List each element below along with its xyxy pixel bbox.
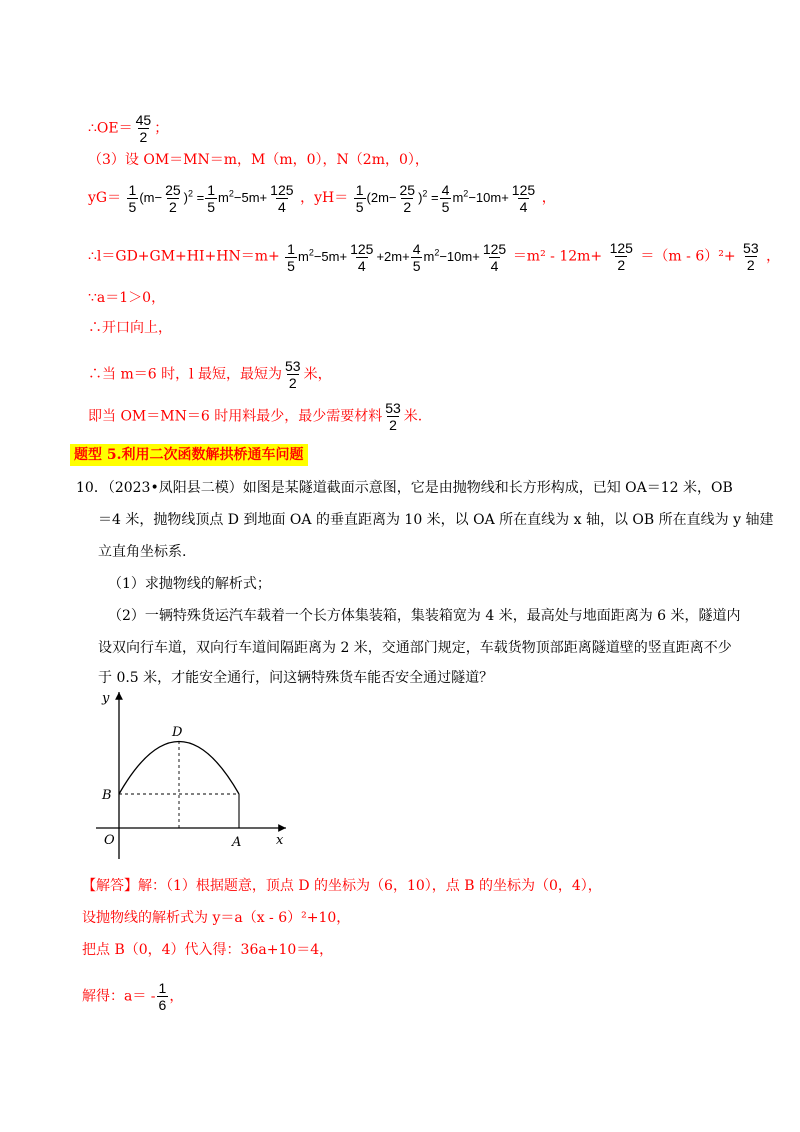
l-prefix: ∴l＝GD+GM+HI+HN＝m+	[88, 248, 280, 265]
oe-fraction: $\frac{45}{2}$	[135, 112, 152, 145]
label-d: D	[172, 725, 183, 740]
oe-line	[88, 112, 168, 145]
yg-label: yG＝	[88, 189, 122, 206]
yh-expression: $\frac{1}{5}$ (2m− $\frac{25}{2}$ )$^2$ = $\frac{4}{5}$ $m^2-10m+$ $\frac{125}{4}$	[355, 182, 536, 215]
l-expression: $\frac{1}{5}$ $m^2-5m+$ $\frac{125}{4}$ +2m+ $\frac{4}{5}$ $m^2-10m+$ $\frac{125}{4}$	[287, 240, 507, 274]
a-positive-line: ∵a＝1＞0，	[88, 290, 166, 306]
l-fraction-1: $\frac{125}{2}$	[609, 240, 633, 273]
question-2-line-1: （2）一辆特殊货运汽车载着一个长方体集装箱，集装箱宽为 4 米，最高处与地面距离为 6 米，隧道内	[108, 608, 741, 624]
oe-prefix: ∴OE＝	[88, 120, 133, 137]
answer-line-1: 【解答】解：（1）根据题意，顶点 D 的坐标为（6，10），点 B 的坐标为（0，4），	[82, 878, 602, 894]
problem-line-3: 立直角坐标系.	[98, 544, 187, 560]
answer-tag: 【解答】	[82, 878, 138, 894]
part3-line: （3）设 OM＝MN＝m，M（m，0），N（2m，0），	[88, 152, 429, 168]
problem-line-2: ＝4 米，抛物线顶点 D 到地面 OA 的垂直距离为 10 米，以 OA 所在直线为 x 轴，以 OB 所在直线为 y 轴建	[98, 512, 774, 528]
l-end: ，	[766, 248, 781, 265]
least-fraction: $\frac{53}{2}$	[385, 400, 401, 433]
answer-line-2: 设抛物线的解析式为 y＝a（x ‑ 6）²+10，	[82, 910, 351, 926]
answer-line-4: 解得：a＝ ‑ $\frac{1}{6}$ ，	[82, 980, 184, 1013]
question-2-line-2: 设双向行车道，双向行车道间隔距离为 2 米，交通部门规定，车载货物顶部距离隧道壁的竖直距离不少	[98, 640, 732, 656]
l-line	[88, 240, 780, 274]
answer-line-3: 把点 B（0，4）代入得：36a+10＝4，	[82, 942, 334, 958]
label-b: B	[102, 788, 112, 803]
label-o: O	[104, 833, 115, 848]
opens-up-line: ∴开口向上，	[88, 320, 172, 336]
answer-fraction: $\frac{1}{6}$	[158, 980, 167, 1013]
l-eq: ＝（m ‑ 6）²+	[640, 248, 736, 265]
tunnel-diagram	[86, 684, 306, 864]
yg-yh-end: ，	[541, 189, 556, 206]
l-mid: ＝m² ‑ 12m+	[512, 248, 603, 265]
label-a: A	[232, 835, 242, 850]
section-heading: 题型 5.利用二次函数解拱桥通车问题	[70, 444, 308, 466]
yg-expression: $\frac{1}{5}$ (m− $\frac{25}{2}$ )$^2$ = $\frac{1}{5}$ $m^2-5m+$ $\frac{125}{4}$	[128, 182, 294, 215]
min-line: ∴当 m＝6 时，l 最短，最短为 $\frac{53}{2}$ 米，	[88, 358, 332, 391]
oe-suffix: ；	[154, 120, 169, 137]
min-fraction: $\frac{53}{2}$	[285, 358, 301, 391]
least-line: 即当 OM＝MN＝6 时用料最少，最少需要材料 $\frac{53}{2}$ 米.	[88, 400, 423, 433]
l-fraction-2: $\frac{53}{2}$	[743, 240, 759, 273]
question-2-line-3: 于 0.5 米，才能安全通行，问这辆特殊货车能否安全通过隧道？	[98, 670, 494, 686]
label-x: x	[276, 833, 284, 848]
problem-line-1: 10．（2023•凤阳县二模）如图是某隧道截面示意图，它是由抛物线和长方形构成，已知 OA＝12 米，OB	[76, 480, 733, 496]
question-1: （1）求抛物线的解析式；	[108, 576, 271, 592]
yh-label: ，yH＝	[300, 189, 349, 206]
label-y: y	[102, 691, 110, 706]
yg-yh-line	[88, 182, 556, 215]
